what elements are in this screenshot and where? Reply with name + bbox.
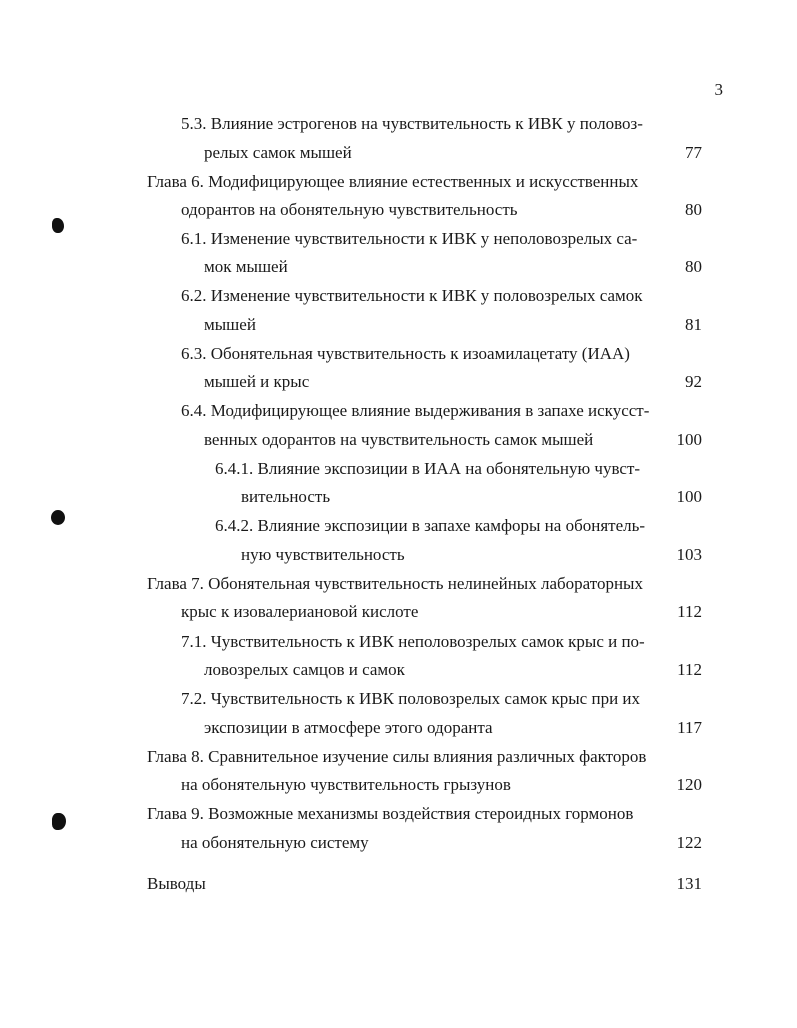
toc-page-number: 103 [676,545,702,564]
toc-page-number: 122 [676,833,702,852]
toc-entry-line: 6.4.1. Влияние экспозиции в ИАА на обонятельную чувст- [215,459,641,478]
toc-page-number: 112 [677,602,702,621]
toc-entry-line: 5.3. Влияние эстрогенов на чувствительность к ИВК у половоз- [181,114,643,133]
toc-entry-line: венных одорантов на чувствительность самок мышей [204,430,594,449]
toc-page-number: 120 [676,775,702,794]
toc-entry-line: Глава 7. Обонятельная чувствительность нелинейных лабораторных [147,574,643,593]
toc-entry-line: на обонятельную систему [181,833,369,852]
toc-entry-line: экспозиции в атмосфере этого одоранта [204,718,493,737]
toc-page-number: 112 [677,660,702,679]
toc-entry-line: крыс к изовалериановой кислоте [181,602,419,621]
toc-page-number: 100 [676,430,702,449]
toc-entry-line: на обонятельную чувствительность грызунов [181,775,511,794]
toc-conclusions-label: Выводы [147,874,206,893]
toc-page-number: 80 [685,257,702,276]
toc-entry-line: мышей и крыс [204,372,310,391]
toc-entry-line: ловозрелых самцов и самок [204,660,405,679]
toc-page-number: 117 [677,718,702,737]
toc-entry-line: 7.1. Чувствительность к ИВК неполовозрелых самок крыс и по- [181,632,645,651]
toc-page-number: 131 [676,874,702,893]
toc-entry-line: 6.4. Модифицирующее влияние выдерживания в запахе искусст- [181,401,650,420]
toc-entry-line: ную чувствительность [241,545,405,564]
toc-page-number: 77 [685,143,702,162]
toc-entry-line: 6.2. Изменение чувствительности к ИВК у половозрелых самок [181,286,643,305]
toc-entry-line: одорантов на обонятельную чувствительность [181,200,518,219]
toc-entry-line: мышей [204,315,256,334]
toc-entry-line: Глава 6. Модифицирующее влияние естественных и искусственных [147,172,639,191]
page-number: 3 [714,80,723,99]
toc-page-number: 80 [685,200,702,219]
toc-entry-line: Глава 8. Сравнительное изучение силы влияния различных факторов [147,747,647,766]
toc-entry-line: релых самок мышей [204,143,352,162]
toc-entry-line: мок мышей [204,257,288,276]
toc-page-number: 92 [685,372,702,391]
toc-page-number: 81 [685,315,702,334]
toc-entry-line: Глава 9. Возможные механизмы воздействия стероидных гормонов [147,804,634,823]
toc-entry-line: 6.1. Изменение чувствительности к ИВК у неполовозрелых са- [181,229,638,248]
toc-entry-line: 6.4.2. Влияние экспозиции в запахе камфоры на обонятель- [215,516,646,535]
toc-entry-line: 6.3. Обонятельная чувствительность к изоамилацетату (ИАА) [181,344,630,363]
toc-page-number: 100 [676,487,702,506]
toc-entry-line: 7.2. Чувствительность к ИВК половозрелых самок крыс при их [181,689,641,708]
toc-entry-line: вительность [241,487,331,506]
